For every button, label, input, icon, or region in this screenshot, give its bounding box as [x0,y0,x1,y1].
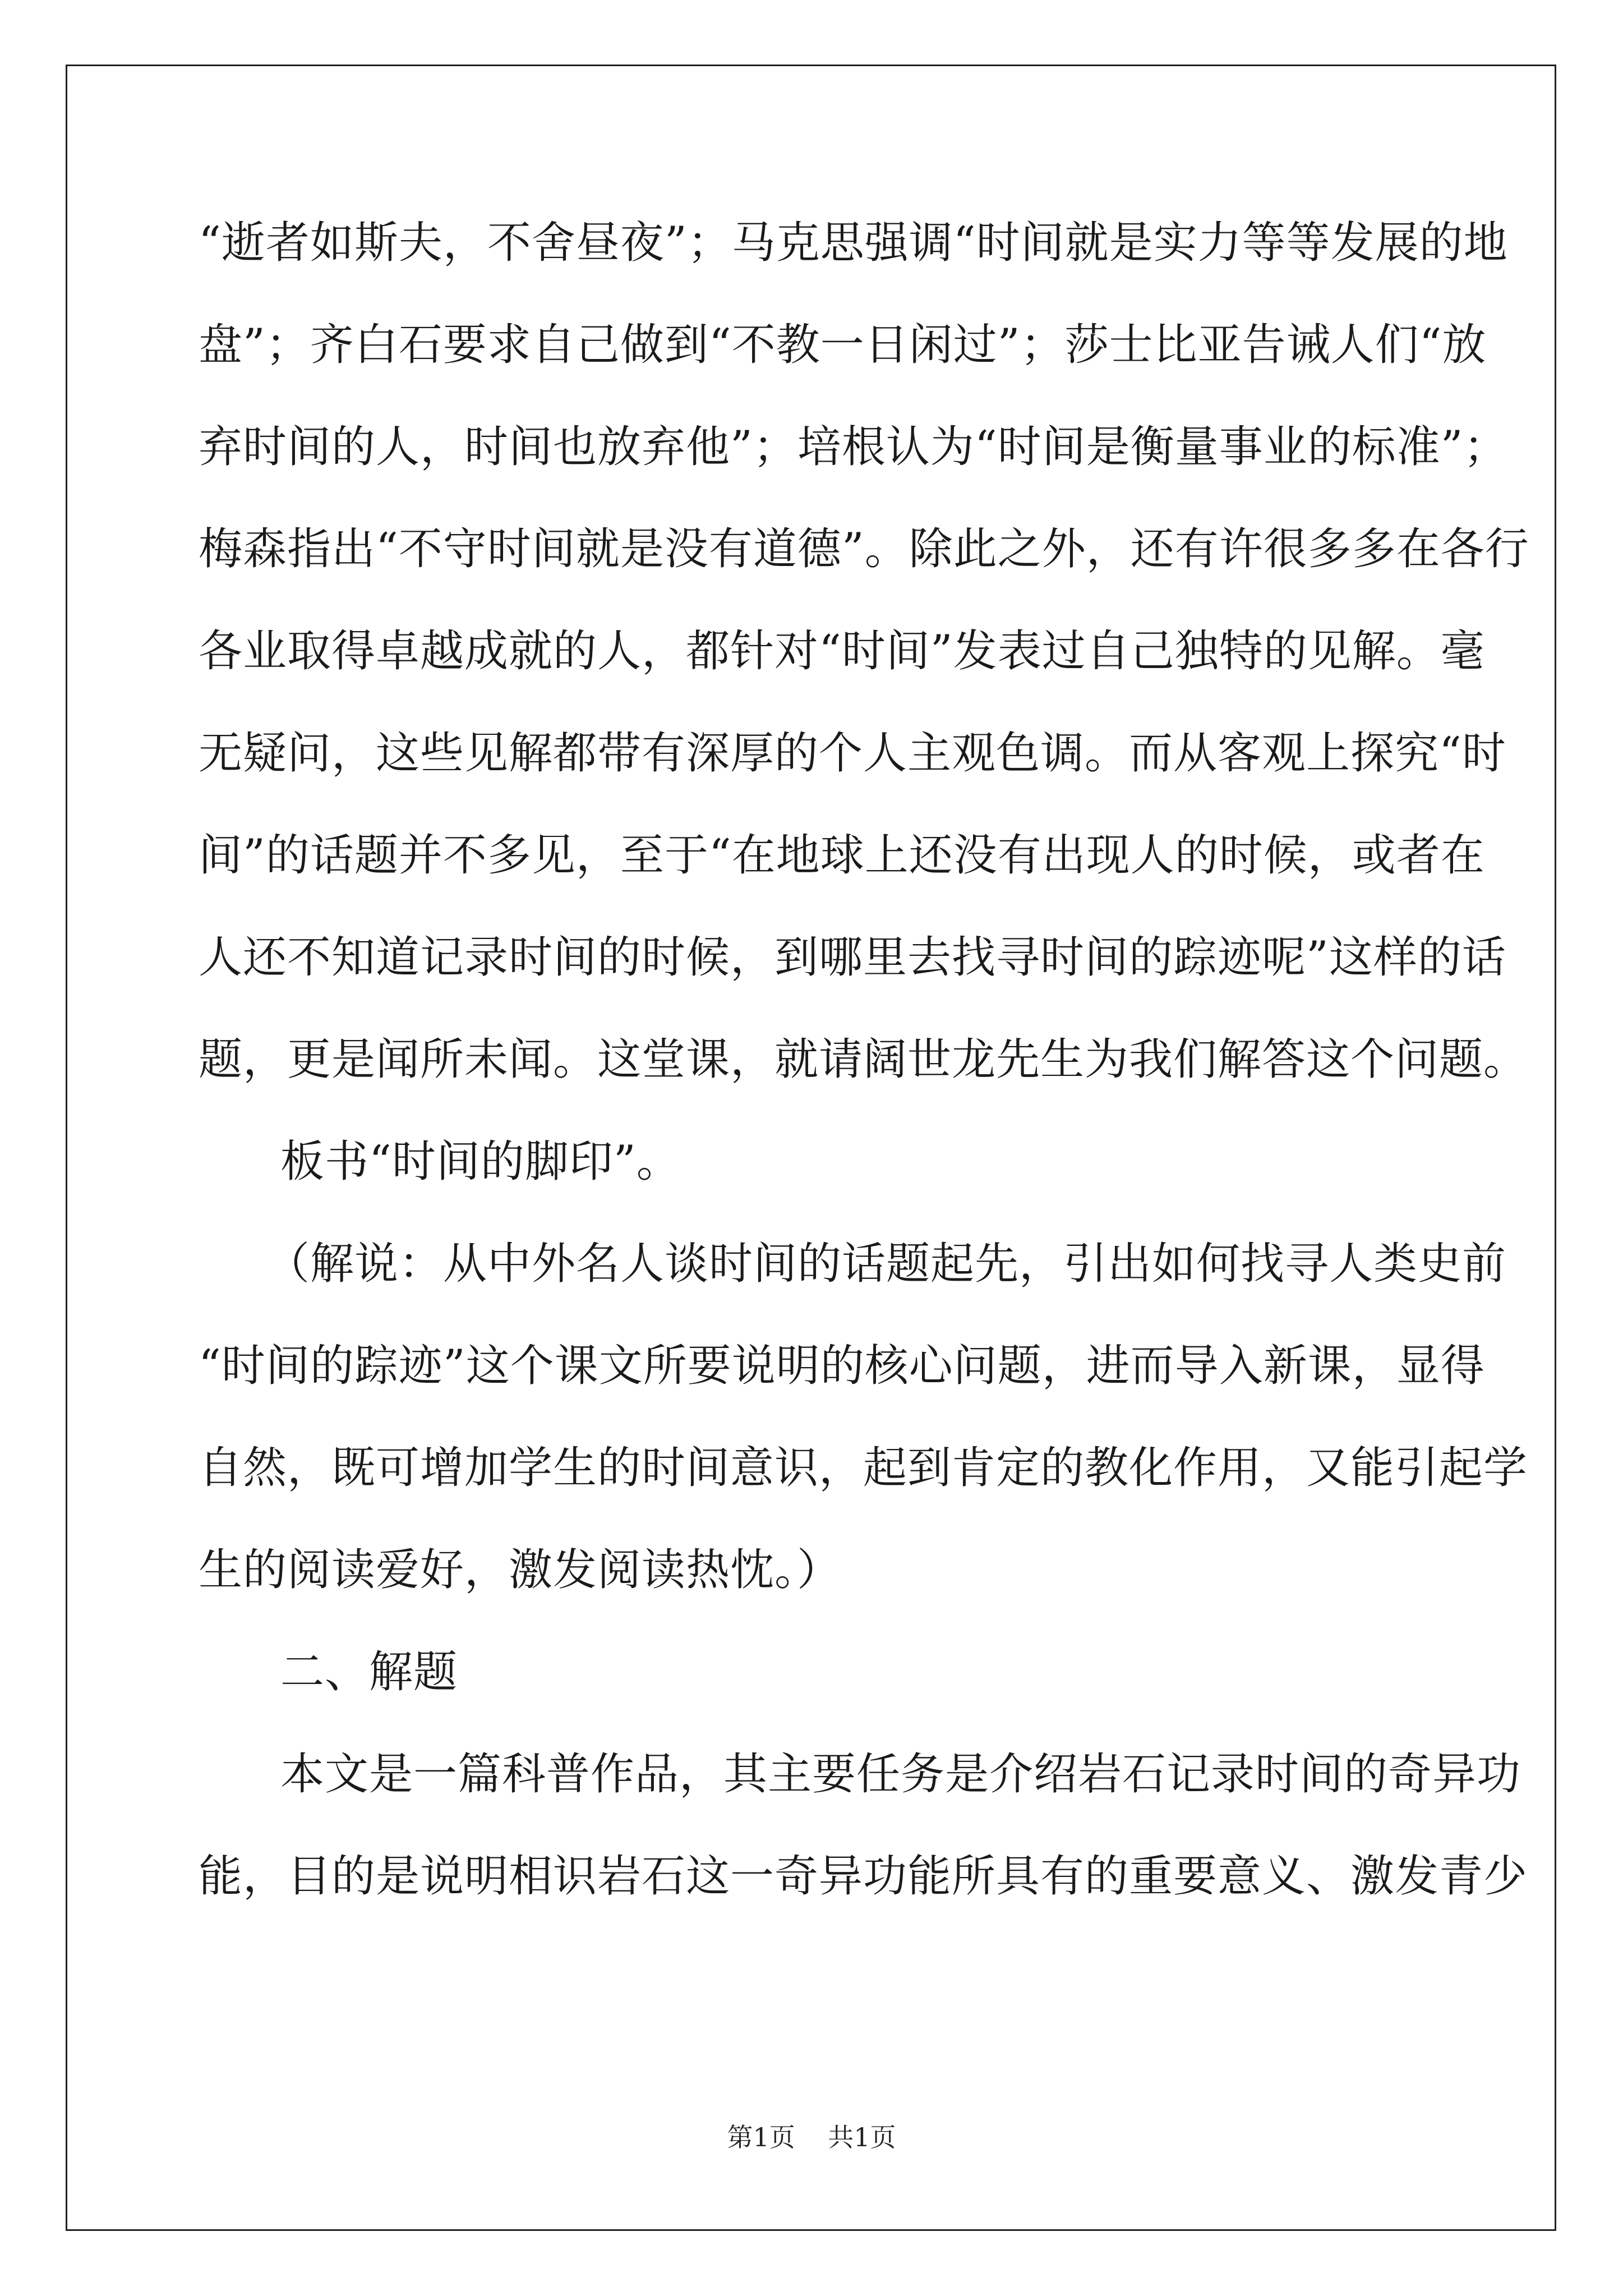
text-line: 梅森指出“不守时间就是没有道德”。除此之外，还有许很多多在各行 [199,524,1529,574]
text-line: 人还不知道记录时间的时候，到哪里去找寻时间的踪迹呢”这样的话 [199,932,1506,983]
paragraph-line: 本文是一篇科普作品，其主要任务是介绍岩石记录时间的奇异功 [280,1749,1521,1800]
paragraph-line: 板书“时间的脚印”。 [280,1137,681,1187]
section-heading: 二、解题 [280,1647,458,1697]
page-number: 第1页 [727,2122,795,2152]
text-line: “逝者如斯夫，不舍昼夜”；马克思强调“时间就是实力等等发展的地 [199,218,1508,268]
text-line: 自然，既可增加学生的时间意识，起到肯定的教化作用，又能引起学 [199,1443,1528,1493]
text-line: 弃时间的人，时间也放弃他”；培根认为“时间是衡量事业的标准”； [199,422,1508,472]
page-total: 共1页 [828,2122,896,2152]
text-line: 各业取得卓越成就的人，都针对“时间”发表过自己独特的见解。毫 [199,626,1485,677]
text-line: “时间的踪迹”这个课文所要说明的核心问题，进而导入新课，显得 [199,1341,1485,1391]
text-line: 间”的话题并不多见，至于“在地球上还没有出现人的时候，或者在 [199,830,1485,881]
text-line: 盘”；齐白石要求自己做到“不教一日闲过”；莎士比亚告诫人们“放 [199,320,1487,370]
page-footer [0,2120,1623,2154]
paragraph-line: （解说：从中外名人谈时间的话题起先，引出如何找寻人类史前 [266,1239,1507,1289]
text-line: 无疑问，这些见解都带有深厚的个人主观色调。而从客观上探究“时 [199,728,1506,779]
text-line: 能，目的是说明相识岩石这一奇异功能所具有的重要意义、激发青少 [199,1851,1528,1902]
text-line: 生的阅读爱好，激发阅读热忱。） [199,1545,842,1595]
text-line: 题，更是闻所未闻。这堂课，就请阔世龙先生为我们解答这个问题。 [199,1034,1528,1085]
